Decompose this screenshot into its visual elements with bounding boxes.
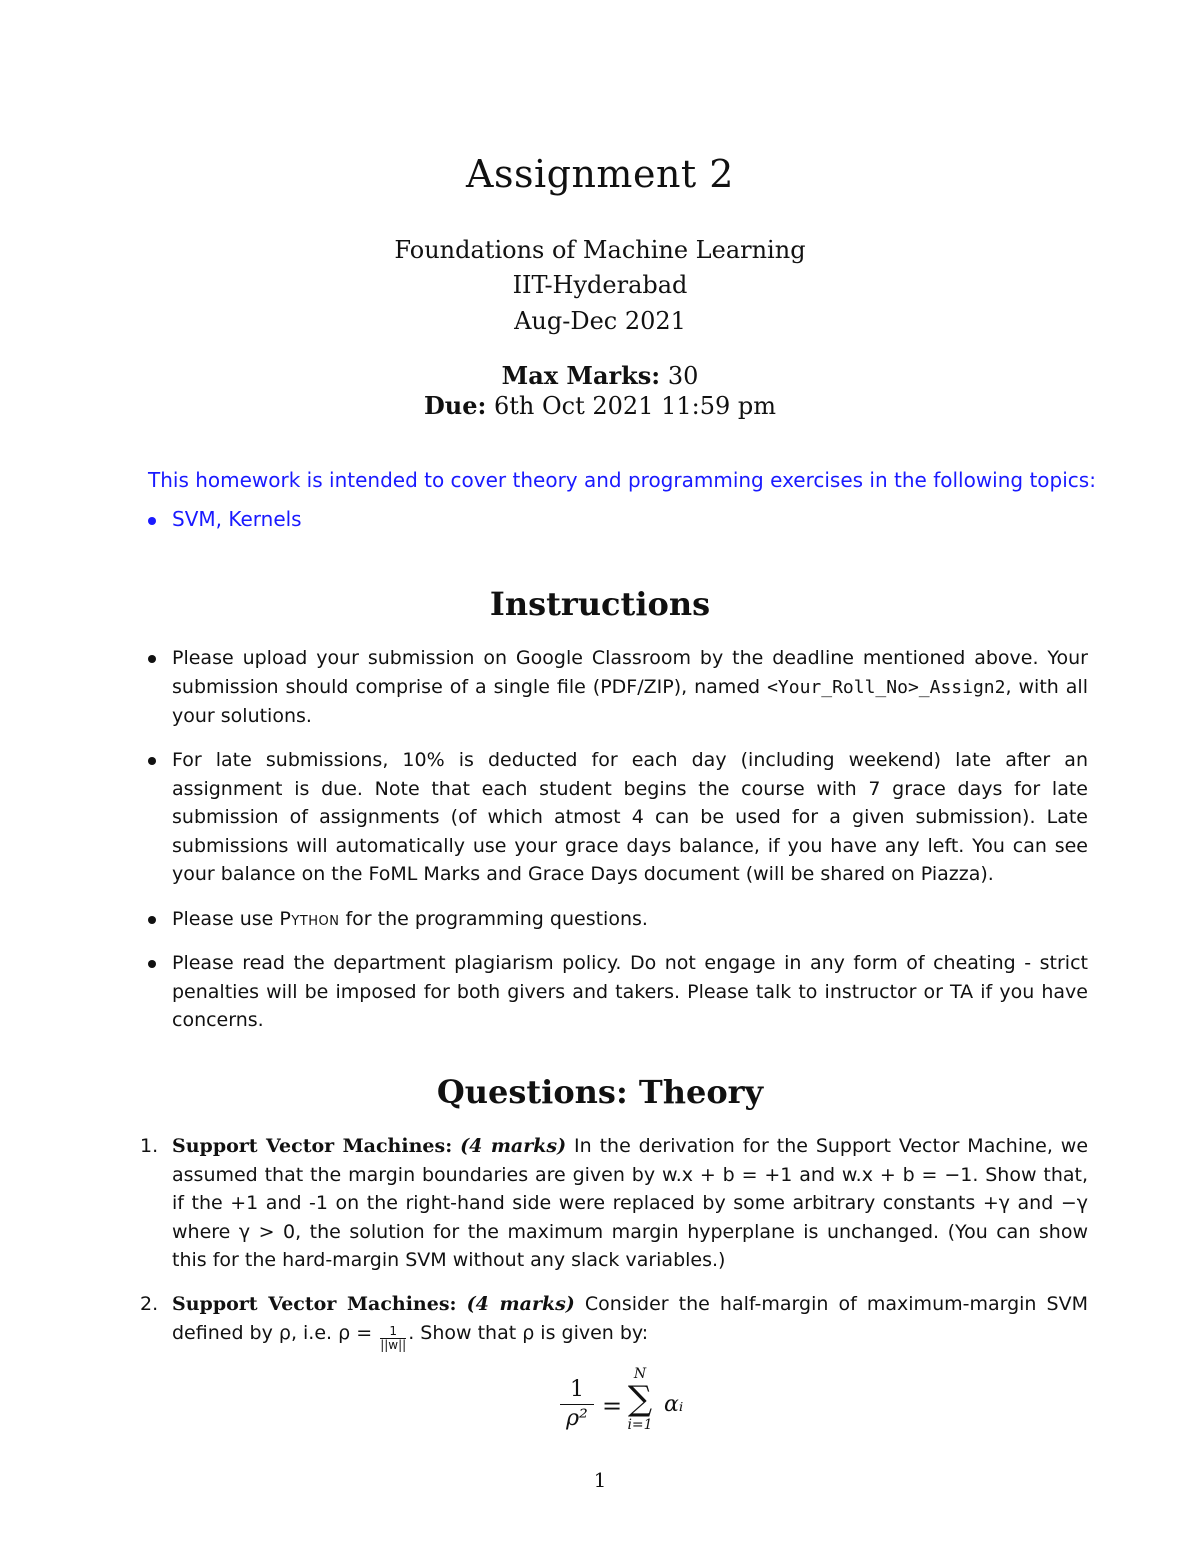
topics-intro: This homework is intended to cover theory and programming exercises in the following topics: — [148, 468, 1096, 492]
course-name: Foundations of Machine Learning — [394, 236, 806, 264]
question-marks: (4 marks) — [466, 1293, 575, 1315]
instruction-text: , with all your solutions. — [172, 675, 1088, 727]
bullet-icon — [148, 757, 156, 765]
page-number: 1 — [593, 1468, 607, 1492]
instruction-item — [148, 746, 1088, 889]
question-number: 2. — [140, 1293, 159, 1315]
question-body: . Show that ρ is given by: — [408, 1321, 649, 1344]
instruction-text: For late submissions, 10% is deducted for each day (including weekend) late after an assignment is due. Note that each student begins the course with 7 grace days for late submission of assignments (of which atmost 4 can be used for a given submission). Late submissions will automatically use your grace days balance, if you have any left. You can see your balance on the FoML Marks and Grace Days document (will be shared on Piazza). — [172, 749, 1088, 885]
sum-formula — [560, 1366, 700, 1442]
sum-upper-limit: N — [633, 1366, 647, 1382]
document-title: Assignment 2 — [466, 152, 734, 196]
question-item — [140, 1132, 1088, 1275]
max-marks-label: Max Marks: — [501, 361, 661, 390]
instruction-item — [148, 905, 1088, 934]
institute-name: IIT-Hyderabad — [512, 271, 688, 299]
questions-heading: Questions: Theory — [436, 1073, 764, 1111]
instruction-text: Please upload your submission on Google Classroom by the deadline mentioned above. Your submission should comprise of a single file (PDF/ZIP), named — [172, 647, 1088, 698]
bullet-icon — [148, 655, 156, 663]
formula-equals: = — [602, 1392, 623, 1420]
fraction-numerator: 1 — [380, 1325, 406, 1339]
due-value: 6th Oct 2021 11:59 pm — [494, 392, 777, 420]
instruction-item — [148, 644, 1088, 731]
instructions-heading: Instructions — [489, 585, 711, 623]
term: Aug-Dec 2021 — [514, 307, 686, 335]
formula-lhs — [560, 1376, 594, 1433]
bullet-icon — [148, 916, 156, 924]
max-marks-value: 30 — [667, 362, 699, 390]
question-item — [140, 1290, 1088, 1352]
formula-term: αᵢ — [664, 1392, 684, 1417]
question-marks: (4 marks) — [460, 1135, 567, 1157]
bullet-icon — [148, 517, 156, 525]
question-body: In the derivation for the Support Vector Machine, we assumed that the margin boundaries are given by w.x + b = +1 and w.x + b = −1. Show that, if the +1 and -1 on the right-hand side were replaced by some arbitrary constants +γ and −γ where γ > 0, the solution for the maximum margin hyperplane is unchanged. (You can show this for the hard-margin SVM without any slack variables.) — [172, 1135, 1089, 1271]
language-name: Python — [279, 908, 340, 930]
fraction-denominator: ||w|| — [380, 1337, 407, 1352]
formula-numerator: 1 — [560, 1376, 594, 1405]
topic-item-label: SVM, Kernels — [172, 507, 302, 531]
summation-icon — [620, 1366, 660, 1434]
due-line — [0, 391, 1200, 420]
formula-denominator: ρ² — [566, 1406, 588, 1431]
question-title: Support Vector Machines: — [172, 1293, 457, 1315]
due-label: Due: — [423, 391, 487, 420]
question-number: 1. — [140, 1135, 159, 1157]
question-body: Consider the half-margin of maximum-margin SVM defined by ρ, i.e. ρ = — [172, 1293, 1089, 1344]
sum-lower-limit: i=1 — [627, 1417, 653, 1433]
topic-item — [148, 507, 302, 531]
question-title: Support Vector Machines: — [172, 1135, 453, 1157]
instruction-text: for the programming questions. — [339, 908, 648, 930]
sum-symbol: ∑ — [627, 1379, 653, 1419]
submission-filename: <Your_Roll_No>_Assign2 — [767, 676, 1006, 698]
instruction-item — [148, 949, 1088, 1035]
instruction-text: Please use — [172, 908, 280, 930]
max-marks-line — [0, 361, 1200, 390]
instruction-text: Please read the department plagiarism policy. Do not engage in any form of cheating - strict penalties will be imposed for both givers and takers. Please talk to instructor or TA if you have concerns. — [172, 952, 1088, 1031]
bullet-icon — [148, 960, 156, 968]
inline-fraction — [380, 1325, 406, 1352]
